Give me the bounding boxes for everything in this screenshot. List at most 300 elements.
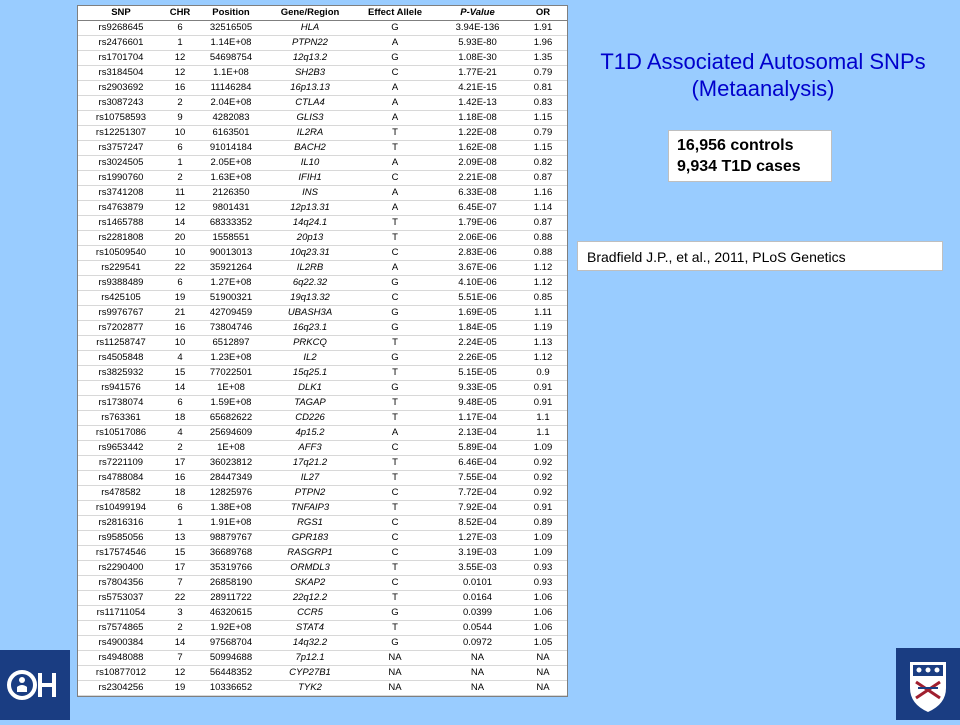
gene-region-cell: IL2RA: [266, 126, 354, 141]
position-cell: 2.04E+08: [196, 96, 266, 111]
effect-allele-cell: T: [354, 591, 436, 606]
gene-region-cell: AFF3: [266, 441, 354, 456]
chr-cell: 18: [164, 411, 196, 426]
position-cell: 1E+08: [196, 381, 266, 396]
or-cell: 0.79: [519, 66, 567, 81]
table-row: [78, 96, 567, 111]
gene-region-cell: GPR183: [266, 531, 354, 546]
header-effect-allele: Effect Allele: [354, 6, 436, 21]
effect-allele-cell: T: [354, 396, 436, 411]
table-row: [78, 606, 567, 621]
gene-region-cell: 20p13: [266, 231, 354, 246]
or-cell: 1.1: [519, 411, 567, 426]
slide-title: [566, 48, 960, 102]
snp-cell: rs10877012: [78, 666, 164, 681]
or-cell: NA: [519, 681, 567, 696]
p-value-cell: 2.26E-05: [436, 351, 519, 366]
or-cell: 0.92: [519, 471, 567, 486]
p-value-cell: 5.51E-06: [436, 291, 519, 306]
effect-allele-cell: T: [354, 216, 436, 231]
cases-count: 9,934 T1D cases: [677, 158, 801, 175]
position-cell: 28447349: [196, 471, 266, 486]
snp-cell: rs10517086: [78, 426, 164, 441]
chr-cell: 1: [164, 36, 196, 51]
p-value-cell: 0.0544: [436, 621, 519, 636]
gene-region-cell: IL2: [266, 351, 354, 366]
chr-cell: 14: [164, 381, 196, 396]
gene-region-cell: CYP27B1: [266, 666, 354, 681]
position-cell: 1.14E+08: [196, 36, 266, 51]
snp-cell: rs1990760: [78, 171, 164, 186]
p-value-cell: 1.08E-30: [436, 51, 519, 66]
snp-cell: rs2476601: [78, 36, 164, 51]
p-value-cell: 5.15E-05: [436, 366, 519, 381]
effect-allele-cell: G: [354, 21, 436, 36]
table-row: [78, 276, 567, 291]
snp-cell: rs941576: [78, 381, 164, 396]
snp-cell: rs763361: [78, 411, 164, 426]
effect-allele-cell: A: [354, 96, 436, 111]
effect-allele-cell: A: [354, 201, 436, 216]
p-value-cell: NA: [436, 681, 519, 696]
table-body: [78, 21, 567, 696]
chr-cell: 1: [164, 516, 196, 531]
p-value-cell: 1.18E-08: [436, 111, 519, 126]
effect-allele-cell: T: [354, 141, 436, 156]
position-cell: 9801431: [196, 201, 266, 216]
position-cell: 46320615: [196, 606, 266, 621]
gene-region-cell: 17q21.2: [266, 456, 354, 471]
gene-region-cell: TAGAP: [266, 396, 354, 411]
snp-cell: rs4788084: [78, 471, 164, 486]
table-row: [78, 186, 567, 201]
chr-cell: 14: [164, 216, 196, 231]
chr-cell: 6: [164, 21, 196, 36]
snp-cell: rs7221109: [78, 456, 164, 471]
effect-allele-cell: T: [354, 366, 436, 381]
snp-cell: rs3757247: [78, 141, 164, 156]
snp-cell: rs7202877: [78, 321, 164, 336]
or-cell: 1.12: [519, 351, 567, 366]
gene-region-cell: IL27: [266, 471, 354, 486]
chr-cell: 2: [164, 171, 196, 186]
or-cell: 1.15: [519, 141, 567, 156]
snp-cell: rs3741208: [78, 186, 164, 201]
chr-cell: 12: [164, 51, 196, 66]
gene-region-cell: 10q23.31: [266, 246, 354, 261]
gene-region-cell: TYK2: [266, 681, 354, 696]
position-cell: 1.23E+08: [196, 351, 266, 366]
gene-region-cell: STAT4: [266, 621, 354, 636]
effect-allele-cell: C: [354, 576, 436, 591]
chr-cell: 12: [164, 66, 196, 81]
header-or: OR: [519, 6, 567, 21]
chr-cell: 15: [164, 366, 196, 381]
table-row: [78, 321, 567, 336]
chr-cell: 6: [164, 501, 196, 516]
p-value-cell: 3.19E-03: [436, 546, 519, 561]
effect-allele-cell: T: [354, 561, 436, 576]
gene-region-cell: SH2B3: [266, 66, 354, 81]
effect-allele-cell: G: [354, 276, 436, 291]
snp-cell: rs425105: [78, 291, 164, 306]
p-value-cell: 7.72E-04: [436, 486, 519, 501]
snp-cell: rs3024505: [78, 156, 164, 171]
effect-allele-cell: G: [354, 321, 436, 336]
or-cell: 1.05: [519, 636, 567, 651]
effect-allele-cell: NA: [354, 666, 436, 681]
snp-cell: rs10499194: [78, 501, 164, 516]
table-row: [78, 81, 567, 96]
gene-region-cell: DLK1: [266, 381, 354, 396]
gene-region-cell: 12q13.2: [266, 51, 354, 66]
p-value-cell: 3.94E-136: [436, 21, 519, 36]
snp-cell: rs11711054: [78, 606, 164, 621]
p-value-cell: 1.22E-08: [436, 126, 519, 141]
position-cell: 1.63E+08: [196, 171, 266, 186]
chr-cell: 10: [164, 126, 196, 141]
effect-allele-cell: T: [354, 501, 436, 516]
or-cell: 0.85: [519, 291, 567, 306]
table-row: [78, 651, 567, 666]
p-value-cell: 2.13E-04: [436, 426, 519, 441]
table-row: [78, 66, 567, 81]
table-row: [78, 456, 567, 471]
gene-region-cell: IL10: [266, 156, 354, 171]
snp-cell: rs229541: [78, 261, 164, 276]
effect-allele-cell: T: [354, 126, 436, 141]
table-row: [78, 351, 567, 366]
table-row: [78, 576, 567, 591]
gene-region-cell: HLA: [266, 21, 354, 36]
effect-allele-cell: T: [354, 621, 436, 636]
chr-cell: 2: [164, 441, 196, 456]
effect-allele-cell: C: [354, 516, 436, 531]
gene-region-cell: PTPN22: [266, 36, 354, 51]
gene-region-cell: 7p12.1: [266, 651, 354, 666]
chr-cell: 19: [164, 681, 196, 696]
gene-region-cell: 12p13.31: [266, 201, 354, 216]
gene-region-cell: 22q12.2: [266, 591, 354, 606]
snp-cell: rs2304256: [78, 681, 164, 696]
position-cell: 1.1E+08: [196, 66, 266, 81]
p-value-cell: 2.21E-08: [436, 171, 519, 186]
chr-cell: 12: [164, 666, 196, 681]
or-cell: 0.87: [519, 171, 567, 186]
effect-allele-cell: T: [354, 471, 436, 486]
table-row: [78, 51, 567, 66]
or-cell: 0.83: [519, 96, 567, 111]
chr-cell: 17: [164, 456, 196, 471]
slide-title-line2: (Metaanalysis): [691, 76, 835, 101]
snp-cell: rs17574546: [78, 546, 164, 561]
position-cell: 28911722: [196, 591, 266, 606]
effect-allele-cell: C: [354, 246, 436, 261]
table-row: [78, 486, 567, 501]
table-row: [78, 111, 567, 126]
chr-cell: 2: [164, 96, 196, 111]
effect-allele-cell: NA: [354, 681, 436, 696]
table-row: [78, 426, 567, 441]
snp-cell: rs3184504: [78, 66, 164, 81]
table-row: [78, 216, 567, 231]
or-cell: 1.06: [519, 606, 567, 621]
p-value-cell: 4.10E-06: [436, 276, 519, 291]
table-row: [78, 441, 567, 456]
chr-cell: 10: [164, 246, 196, 261]
p-value-cell: 9.33E-05: [436, 381, 519, 396]
table-row: [78, 381, 567, 396]
position-cell: 56448352: [196, 666, 266, 681]
gene-region-cell: RGS1: [266, 516, 354, 531]
snp-cell: rs4763879: [78, 201, 164, 216]
or-cell: 1.96: [519, 36, 567, 51]
p-value-cell: 9.48E-05: [436, 396, 519, 411]
or-cell: 0.82: [519, 156, 567, 171]
snp-cell: rs9653442: [78, 441, 164, 456]
table-row: [78, 531, 567, 546]
snp-cell: rs12251307: [78, 126, 164, 141]
table-row: [78, 291, 567, 306]
p-value-cell: 1.17E-04: [436, 411, 519, 426]
p-value-cell: 1.77E-21: [436, 66, 519, 81]
snp-cell: rs2281808: [78, 231, 164, 246]
gene-region-cell: IL2RB: [266, 261, 354, 276]
table-row: [78, 366, 567, 381]
or-cell: 0.9: [519, 366, 567, 381]
p-value-cell: 0.0972: [436, 636, 519, 651]
effect-allele-cell: T: [354, 336, 436, 351]
chr-cell: 20: [164, 231, 196, 246]
effect-allele-cell: G: [354, 351, 436, 366]
snp-cell: rs7804356: [78, 576, 164, 591]
position-cell: 1E+08: [196, 441, 266, 456]
position-cell: 26858190: [196, 576, 266, 591]
or-cell: 0.81: [519, 81, 567, 96]
chop-logo-icon: [0, 650, 70, 720]
position-cell: 10336652: [196, 681, 266, 696]
position-cell: 73804746: [196, 321, 266, 336]
gene-region-cell: BACH2: [266, 141, 354, 156]
position-cell: 1.92E+08: [196, 621, 266, 636]
effect-allele-cell: NA: [354, 651, 436, 666]
controls-count: 16,956 controls: [677, 137, 794, 154]
or-cell: 0.91: [519, 381, 567, 396]
table-row: [78, 21, 567, 36]
header-gene-region: Gene/Region: [266, 6, 354, 21]
chr-cell: 6: [164, 276, 196, 291]
position-cell: 32516505: [196, 21, 266, 36]
position-cell: 65682622: [196, 411, 266, 426]
or-cell: 1.09: [519, 441, 567, 456]
effect-allele-cell: A: [354, 426, 436, 441]
gene-region-cell: ORMDL3: [266, 561, 354, 576]
position-cell: 77022501: [196, 366, 266, 381]
chr-cell: 22: [164, 591, 196, 606]
citation-text: Bradfield J.P., et al., 2011, PLoS Genetics: [587, 249, 846, 265]
or-cell: NA: [519, 651, 567, 666]
snp-cell: rs9976767: [78, 306, 164, 321]
chr-cell: 4: [164, 426, 196, 441]
gene-region-cell: PRKCQ: [266, 336, 354, 351]
position-cell: 36023812: [196, 456, 266, 471]
gene-region-cell: IFIH1: [266, 171, 354, 186]
effect-allele-cell: C: [354, 171, 436, 186]
position-cell: 4282083: [196, 111, 266, 126]
position-cell: 12825976: [196, 486, 266, 501]
position-cell: 25694609: [196, 426, 266, 441]
gene-region-cell: RASGRP1: [266, 546, 354, 561]
effect-allele-cell: C: [354, 546, 436, 561]
position-cell: 2.05E+08: [196, 156, 266, 171]
effect-allele-cell: C: [354, 531, 436, 546]
or-cell: 0.92: [519, 456, 567, 471]
chr-cell: 6: [164, 141, 196, 156]
effect-allele-cell: A: [354, 156, 436, 171]
p-value-cell: 0.0164: [436, 591, 519, 606]
snp-cell: rs11258747: [78, 336, 164, 351]
snp-cell: rs2816316: [78, 516, 164, 531]
or-cell: 1.13: [519, 336, 567, 351]
effect-allele-cell: C: [354, 291, 436, 306]
or-cell: 0.93: [519, 561, 567, 576]
chr-cell: 13: [164, 531, 196, 546]
gene-region-cell: 16p13.13: [266, 81, 354, 96]
or-cell: 1.06: [519, 621, 567, 636]
chr-cell: 7: [164, 651, 196, 666]
snp-cell: rs478582: [78, 486, 164, 501]
or-cell: 1.35: [519, 51, 567, 66]
effect-allele-cell: G: [354, 606, 436, 621]
position-cell: 11146284: [196, 81, 266, 96]
snp-cell: rs9268645: [78, 21, 164, 36]
position-cell: 68333352: [196, 216, 266, 231]
or-cell: 0.87: [519, 216, 567, 231]
p-value-cell: 5.93E-80: [436, 36, 519, 51]
position-cell: 35921264: [196, 261, 266, 276]
gene-region-cell: 6q22.32: [266, 276, 354, 291]
chr-cell: 11: [164, 186, 196, 201]
snp-cell: rs2903692: [78, 81, 164, 96]
snp-cell: rs2290400: [78, 561, 164, 576]
gene-region-cell: SKAP2: [266, 576, 354, 591]
position-cell: 2126350: [196, 186, 266, 201]
chr-cell: 17: [164, 561, 196, 576]
snp-cell: rs5753037: [78, 591, 164, 606]
chr-cell: 19: [164, 291, 196, 306]
table-row: [78, 666, 567, 681]
p-value-cell: 2.24E-05: [436, 336, 519, 351]
gene-region-cell: GLIS3: [266, 111, 354, 126]
snp-cell: rs1465788: [78, 216, 164, 231]
snp-cell: rs3825932: [78, 366, 164, 381]
or-cell: NA: [519, 666, 567, 681]
p-value-cell: 8.52E-04: [436, 516, 519, 531]
gene-region-cell: 16q23.1: [266, 321, 354, 336]
p-value-cell: 2.83E-06: [436, 246, 519, 261]
chr-cell: 16: [164, 81, 196, 96]
position-cell: 51900321: [196, 291, 266, 306]
table-row: [78, 516, 567, 531]
p-value-cell: 1.62E-08: [436, 141, 519, 156]
position-cell: 1.38E+08: [196, 501, 266, 516]
table-row: [78, 171, 567, 186]
or-cell: 1.19: [519, 321, 567, 336]
or-cell: 0.91: [519, 396, 567, 411]
table-row: [78, 156, 567, 171]
position-cell: 35319766: [196, 561, 266, 576]
p-value-cell: 2.09E-08: [436, 156, 519, 171]
p-value-cell: 6.45E-07: [436, 201, 519, 216]
gene-region-cell: CD226: [266, 411, 354, 426]
table-row: [78, 261, 567, 276]
position-cell: 36689768: [196, 546, 266, 561]
effect-allele-cell: G: [354, 636, 436, 651]
p-value-cell: 5.89E-04: [436, 441, 519, 456]
position-cell: 97568704: [196, 636, 266, 651]
snp-cell: rs7574865: [78, 621, 164, 636]
gene-region-cell: 14q24.1: [266, 216, 354, 231]
snp-cell: rs10509540: [78, 246, 164, 261]
effect-allele-cell: T: [354, 231, 436, 246]
position-cell: 1558551: [196, 231, 266, 246]
gene-region-cell: INS: [266, 186, 354, 201]
effect-allele-cell: A: [354, 36, 436, 51]
or-cell: 1.11: [519, 306, 567, 321]
p-value-cell: 6.33E-08: [436, 186, 519, 201]
effect-allele-cell: C: [354, 66, 436, 81]
position-cell: 91014184: [196, 141, 266, 156]
position-cell: 98879767: [196, 531, 266, 546]
table-row: [78, 126, 567, 141]
table-row: [78, 636, 567, 651]
chr-cell: 16: [164, 321, 196, 336]
or-cell: 1.1: [519, 426, 567, 441]
p-value-cell: 0.0399: [436, 606, 519, 621]
effect-allele-cell: A: [354, 186, 436, 201]
slide-title-line1: T1D Associated Autosomal SNPs: [600, 49, 926, 74]
snp-cell: rs3087243: [78, 96, 164, 111]
chr-cell: 22: [164, 261, 196, 276]
table-row: [78, 621, 567, 636]
table-row: [78, 411, 567, 426]
p-value-cell: 1.69E-05: [436, 306, 519, 321]
position-cell: 42709459: [196, 306, 266, 321]
table-row: [78, 336, 567, 351]
header-snp: SNP: [78, 6, 164, 21]
snp-cell: rs1738074: [78, 396, 164, 411]
gene-region-cell: 19q13.32: [266, 291, 354, 306]
gene-region-cell: PTPN2: [266, 486, 354, 501]
header-chr: CHR: [164, 6, 196, 21]
effect-allele-cell: A: [354, 81, 436, 96]
p-value-cell: 6.46E-04: [436, 456, 519, 471]
chr-cell: 3: [164, 606, 196, 621]
chr-cell: 14: [164, 636, 196, 651]
or-cell: 0.89: [519, 516, 567, 531]
p-value-cell: NA: [436, 651, 519, 666]
p-value-cell: 7.55E-04: [436, 471, 519, 486]
or-cell: 1.91: [519, 21, 567, 36]
position-cell: 1.27E+08: [196, 276, 266, 291]
table-row: [78, 396, 567, 411]
chr-cell: 21: [164, 306, 196, 321]
position-cell: 1.59E+08: [196, 396, 266, 411]
or-cell: 0.93: [519, 576, 567, 591]
table-row: [78, 681, 567, 696]
effect-allele-cell: G: [354, 381, 436, 396]
effect-allele-cell: G: [354, 306, 436, 321]
